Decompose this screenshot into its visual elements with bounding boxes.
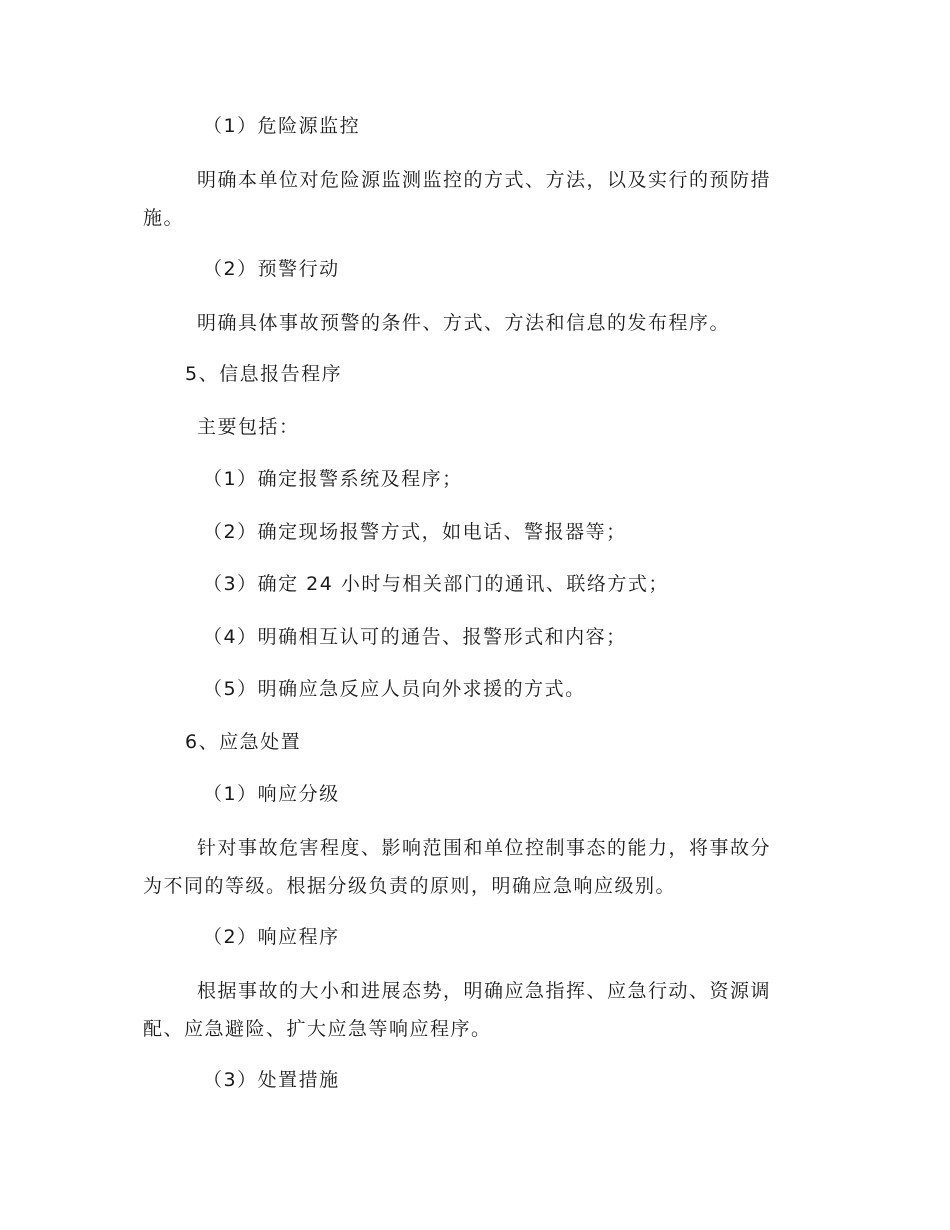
paragraph-line: 主要包括： (197, 416, 300, 438)
subheading-response-procedure: （2）响应程序 (203, 926, 340, 948)
list-item: （4）明确相互认可的通告、报警形式和内容； (203, 626, 627, 648)
paragraph-line: 根据事故的大小和进展态势，明确应急指挥、应急行动、资源调 (197, 980, 772, 1002)
paragraph-line: 为不同的等级。根据分级负责的原则，明确应急响应级别。 (143, 875, 677, 897)
list-item: （2）确定现场报警方式，如电话、警报器等； (203, 521, 627, 543)
subheading-disposal-measures: （3）处置措施 (203, 1069, 340, 1091)
paragraph-line: 配、应急避险、扩大应急等响应程序。 (143, 1018, 492, 1040)
paragraph-line: 施。 (143, 207, 185, 229)
subheading-response-level: （1）响应分级 (203, 783, 340, 805)
subheading-warning-action: （2）预警行动 (203, 258, 340, 280)
section-heading-emergency-response: 6、应急处置 (185, 731, 302, 753)
paragraph-line: 明确具体事故预警的条件、方式、方法和信息的发布程序。 (197, 312, 731, 334)
list-item: （3）确定 24 小时与相关部门的通讯、联络方式； (203, 573, 669, 595)
paragraph-line: 针对事故危害程度、影响范围和单位控制事态的能力，将事故分 (197, 837, 772, 859)
subheading-hazard-monitoring: （1）危险源监控 (203, 115, 361, 137)
list-item: （5）明确应急反应人员向外求援的方式。 (203, 678, 586, 700)
list-item: （1）确定报警系统及程序； (203, 468, 463, 490)
paragraph-line: 明确本单位对危险源监测监控的方式、方法，以及实行的预防措 (197, 169, 772, 191)
section-heading-info-report: 5、信息报告程序 (185, 363, 343, 385)
